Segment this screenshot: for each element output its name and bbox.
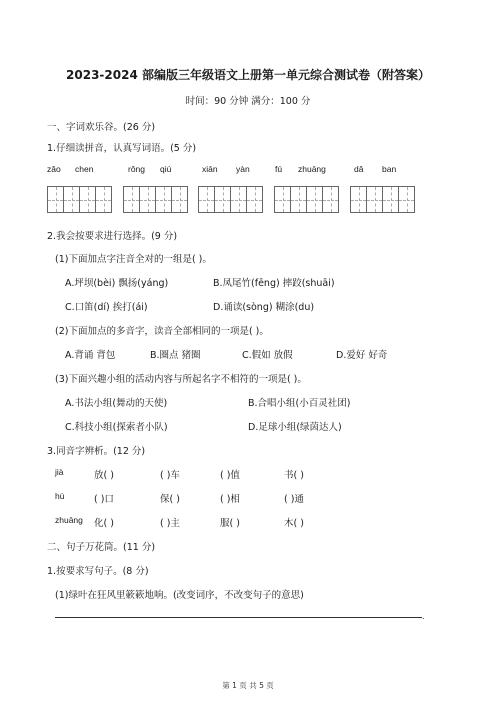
q1-heading: 1.仔细读拼音，认真写词语。(5 分) xyxy=(47,143,197,154)
writing-grid[interactable] xyxy=(350,186,415,213)
pinyin-label: fú xyxy=(275,164,283,174)
pinyin-label: zǎo xyxy=(47,164,61,174)
option-d[interactable]: D.诵读(sòng) 糊涂(du) xyxy=(213,302,315,313)
fill-blank[interactable]: ( )值 xyxy=(220,470,240,481)
section2-q1-heading: 1.按要求写句子。(8 分) xyxy=(47,566,149,577)
fill-blank[interactable]: 木( ) xyxy=(284,518,304,529)
pinyin-label: yàn xyxy=(236,164,250,174)
writing-grid[interactable] xyxy=(47,186,112,213)
fill-blank[interactable]: ( )口 xyxy=(94,494,114,505)
pinyin-label: zhuāng xyxy=(55,515,83,525)
section2-q1-part1: (1)绿叶在狂风里簌簌地响。(改变词序，不改变句子的意思) xyxy=(55,590,304,601)
pinyin-label: xiān xyxy=(202,164,218,174)
fill-blank[interactable]: 服( ) xyxy=(220,518,240,529)
option-b[interactable]: B.圈点 猪圈 xyxy=(150,350,201,361)
option-a[interactable]: A.坪坝(bèi) 飘扬(yáng) xyxy=(65,278,169,289)
option-b[interactable]: B.凤尾竹(fēng) 摔跤(shuāi) xyxy=(213,278,335,289)
pinyin-label: dǎ xyxy=(354,164,364,174)
pinyin-label: ban xyxy=(382,164,397,174)
option-b[interactable]: B.合唱小组(小百灵社团) xyxy=(248,398,351,409)
exam-info: 时间：90 分钟 满分：100 分 xyxy=(185,96,311,107)
q2-part3-stem: (3)下面兴趣小组的活动内容与所起名字不相符的一项是( )。 xyxy=(55,374,307,385)
writing-grid[interactable] xyxy=(274,186,339,213)
pinyin-label: zhuāng xyxy=(298,164,326,174)
section1-heading: 一、字词欢乐谷。(26 分) xyxy=(47,122,156,133)
pinyin-label: rǒng xyxy=(128,164,146,174)
pinyin-label: chen xyxy=(75,164,94,174)
fill-blank[interactable]: 化( ) xyxy=(94,518,114,529)
fill-blank[interactable]: 保( ) xyxy=(160,494,180,505)
q2-part2-stem: (2)下面加点的多音字，读音全部相同的一项是( )。 xyxy=(55,326,269,337)
option-a[interactable]: A.书法小组(舞动的天使) xyxy=(65,398,168,409)
answer-line[interactable] xyxy=(55,617,422,618)
q2-part1-stem: (1)下面加点字注音全对的一组是( )。 xyxy=(55,254,212,265)
fill-blank[interactable]: 书( ) xyxy=(284,470,304,481)
writing-grid[interactable] xyxy=(198,186,263,213)
page-title: 2023-2024 部编版三年级语文上册第一单元综合测试卷（附答案） xyxy=(66,68,430,82)
option-a[interactable]: A.背诵 背包 xyxy=(65,350,116,361)
fill-blank[interactable]: ( )车 xyxy=(160,470,180,481)
option-d[interactable]: D.爱好 好奇 xyxy=(336,350,388,361)
fill-blank[interactable]: ( )主 xyxy=(160,518,180,529)
pinyin-label: qiú xyxy=(160,164,172,174)
option-c[interactable]: C.假如 放假 xyxy=(242,350,293,361)
pinyin-label: jià xyxy=(55,467,64,477)
option-d[interactable]: D.足球小组(绿茵达人) xyxy=(248,422,342,433)
page-footer: 第 1 页 共 5 页 xyxy=(222,681,274,690)
exam-page: 2023-2024 部编版三年级语文上册第一单元综合测试卷（附答案） 时间：90 分钟 满分：100 分 一、字词欢乐谷。(26 分) 1.仔细读拼音，认真写词语。(5 分) zǎo chen rǒng qiú xiān yàn fú zhuāng dǎ ban 2.我会按要求进行选择。(9 分) (1)下面加点字注音全对的一组是( )。 A.坪坝(bèi) 飘扬(yáng) B.凤尾竹(fēng) 摔跤(shuāi) C.口笛(dí) 挨打(ái) D.诵读(sòng) 糊涂(du) (2)下面加点的多音字，读音全部相同的一项是( )。 A.背诵 背包 B.圈点 猪圈 C.假如 放假 D.爱好 好奇 (3)下面兴趣小组的活动内容与所起名字不相符的一项是( )。 A.书法小组(舞动的天使) B.合唱小组(小百灵社团) C.科技小组(探索者小队) D.足球小组(绿茵达人) 3.同音字辨析。(12 分) jià 放( ) ( )车 ( )值 书( ) hù ( )口 保( ) ( )相 ( )通 zhuāng 化( ) ( )主 服( ) 木( ) 二、句子万花筒。(11 分) 1.按要求写句子。(8 分) (1)绿叶在狂风里簌簌地响。(改变词序，不改变句子的意思) . 第 1 页 共 5 页 xyxy=(0,0,496,702)
section2-heading: 二、句子万花筒。(11 分) xyxy=(47,542,156,553)
pinyin-label: hù xyxy=(55,491,65,501)
fill-blank[interactable]: 放( ) xyxy=(94,470,114,481)
q2-heading: 2.我会按要求进行选择。(9 分) xyxy=(47,231,178,242)
fill-blank[interactable]: ( )相 xyxy=(220,494,240,505)
option-c[interactable]: C.科技小组(探索者小队) xyxy=(65,422,168,433)
option-c[interactable]: C.口笛(dí) 挨打(ái) xyxy=(65,302,148,313)
writing-grid[interactable] xyxy=(123,186,188,213)
q3-heading: 3.同音字辨析。(12 分) xyxy=(47,446,146,457)
fill-blank[interactable]: ( )通 xyxy=(284,494,304,505)
